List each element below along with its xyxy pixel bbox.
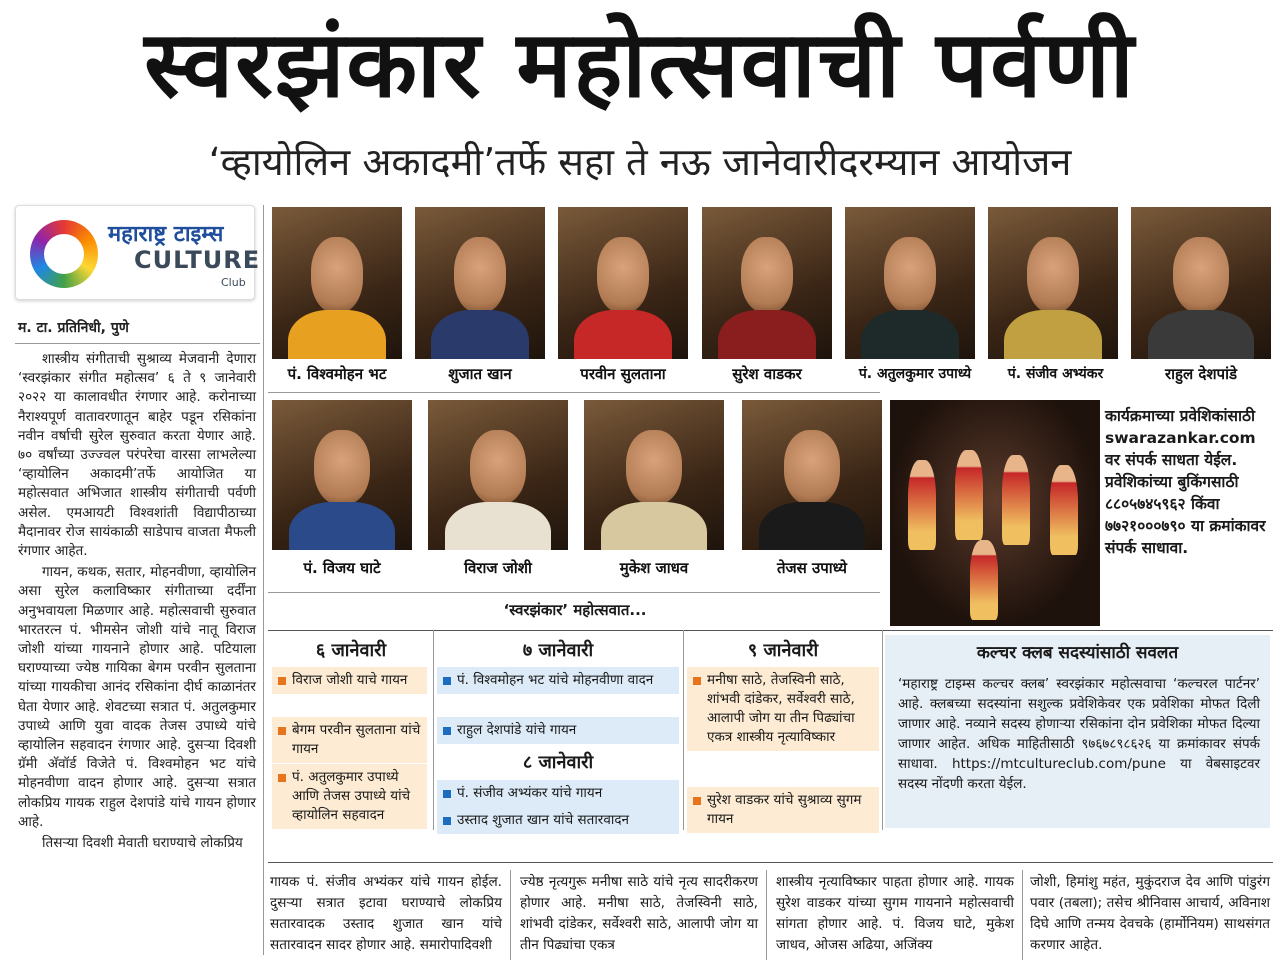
ticket-info: कार्यक्रमाच्या प्रवेशिकांसाठी swarazankar.com वर संपर्क साधता येईल. प्रवेशिकांच्या बुकिंगसाठी ८८०५७४५९६२ किंवा ७७२१०००७९० या क्रमांकावर संपर्क साधावा. [1105, 407, 1266, 557]
schedule-item: सुरेश वाडकर यांचे सुश्राव्य सुगम गायन [687, 787, 879, 833]
paragraph: तिसऱ्या दिवशी मेवाती घराण्याचे लोकप्रिय [42, 835, 243, 852]
schedule-item: उस्ताद शुजात खान यांचे सतारवादन [437, 807, 679, 834]
schedule-item: पं. अतुलकुमार उपाध्ये आणि तेजस उपाध्ये यांचे व्हायोलिन सहवादन [272, 764, 427, 829]
artist-caption: पं. विजय घाटे [303, 559, 381, 577]
schedule-item: विराज जोशी याचे गायन [272, 667, 427, 694]
divider [268, 862, 1273, 863]
text-column: गायक पं. संजीव अभ्यंकर यांचे गायन होईल. दुसऱ्या सत्रात इटावा घराण्याचे लोकप्रिय सतारवादक उस्ताद शुजात खान यांचे सतारवादन सादर होणार आहे. समारोपादिवशी [270, 874, 502, 953]
column-rule [882, 630, 883, 830]
column-rule [1022, 870, 1023, 960]
artist-photo [415, 207, 545, 359]
artist-photo [845, 207, 975, 359]
column-rule [263, 205, 264, 955]
column-rule [510, 870, 511, 960]
artist-photo [272, 400, 412, 550]
dance-photo [890, 400, 1100, 626]
schedule-item: राहुल देशपांडे यांचे गायन [437, 717, 679, 744]
schedule-item: बेगम परवीन सुलताना यांचे गायन [272, 717, 427, 763]
artist-caption: पं. विश्वमोहन भट [287, 365, 387, 383]
culture-club-text: ‘महाराष्ट्र टाइम्स कल्चर क्लब’ स्वरझंकार महोत्सवाचा ‘कल्चरल पार्टनर’ आहे. क्लबच्या सदस्यांना सशुल्क प्रवेशिकेवर एक प्रवेशिका मोफत दिली जाणार आहे. नव्याने सदस्य होणाऱ्या रसिकांना दोन प्रवेशिका मोफत दिल्या जाणार आहेत. अधिक माहितीसाठी ९७६७८९८६२६ या क्रमांकावर संपर्क साधावा. https://mtcultureclub.com/pune या वेबसाइटवर सदस्य नोंदणी करता येईल. [898, 676, 1260, 792]
left-column [18, 350, 256, 855]
logo-club: Club [221, 276, 246, 289]
schedule-item: पं. संजीव अभ्यंकर यांचे गायन [437, 780, 679, 807]
text-column: शास्त्रीय नृत्याविष्कार पाहता होणार आहे. गायक सुरेश वाडकर यांच्या सुगम गायनाने महोत्सवाची सांगता होणार आहे. पं. विजय घाटे, मुकेश जाधव, ओजस अढिया, अजिंक्य [776, 874, 1014, 953]
subheadline: ‘व्हायोलिन अकादमी’तर्फे सहा ते नऊ जानेवारीदरम्यान आयोजन [208, 140, 1072, 184]
day-9-heading: ९ जानेवारी [747, 640, 819, 661]
day-7-heading: ७ जानेवारी [522, 640, 594, 661]
artist-photo [1131, 207, 1271, 359]
divider [268, 630, 1273, 631]
byline: म. टा. प्रतिनिधी, पुणे [18, 320, 129, 336]
paragraph: शास्त्रीय संगीताची सुश्राव्य मेजवानी देणारा ‘स्वरझंकार संगीत महोत्सव’ ६ ते ९ जानेवारी २०२२ या कालावधीत रंगणार आहे. करोनाच्या नैराश्यपूर्ण वातावरणातून बाहेर पडून रसिकांना नवीन वर्षाची सुरेल सुरुवात करता येणार आहे. ७० वर्षांच्या उज्ज्वल परंपरेचा वारसा लाभलेल्या ‘व्हायोलिन अकादमी’तर्फे आयोजित या महोत्सवात अभिजात शास्त्रीय संगीताची पर्वणी असेल. एमआयटी विश्वशांती विद्यापीठाच्या मैदानावर रोज सायंकाळी साडेपाच वाजता मैफली रंगणार आहेत. [18, 351, 256, 560]
artist-caption: परवीन सुलताना [580, 365, 666, 383]
artist-photo [584, 400, 724, 550]
artist-caption: सुरेश वाडकर [732, 365, 802, 383]
artist-caption: तेजस उपाध्ये [776, 559, 847, 577]
artist-caption: राहुल देशपांडे [1165, 365, 1237, 383]
day-8-heading: ८ जानेवारी [522, 752, 594, 773]
schedule-item: पं. विश्वमोहन भट यांचे मोहनवीणा वादन [437, 667, 679, 694]
paragraph: गायन, कथक, सतार, मोहनवीणा, व्हायोलिन असा सुरेल कलाविष्कार संगीताच्या दर्दींना अनुभवायला मिळणार आहे. महोत्सवाची सुरुवात भारतरत्न पं. भीमसेन जोशी यांचे नातू विराज जोशी यांच्या गायनाने होणार आहे. पटियाला घराण्याच्या ज्येष्ठ गायिका बेगम परवीन सुलताना यांच्या गायकीचा आनंद रसिकांना दीर्घ काळानंतर घेता येणार आहे. शेवटच्या सत्रात पं. अतुलकुमार उपाध्ये आणि युवा वादक तेजस उपाध्ये यांचे व्हायोलिन सहवादन रंगणार आहे. दुसऱ्या दिवशी ग्रॅमी अ‍ॅवॉर्ड विजेते पं. विश्वमोहन भट यांचे मोहनवीणा वादन होणार आहे. दुसऱ्या सत्रात लोकप्रिय गायक राहुल देशपांडे यांचे गायन होणार आहे. [18, 564, 256, 830]
divider [268, 592, 880, 593]
artist-photo [558, 207, 688, 359]
artist-photo [428, 400, 568, 550]
artist-caption: विराज जोशी [464, 559, 532, 577]
divider [268, 392, 880, 393]
schedule-item: मनीषा साठे, तेजस्विनी साठे, शांभवी दांडेकर, सर्वेश्वरी साठे, आलापी जोग या तीन पिढ्यांचा एकत्र शास्त्रीय नृत्याविष्कार [687, 667, 879, 751]
artist-caption: मुकेश जाधव [619, 559, 689, 577]
headline: स्वरझंकार महोत्सवाची पर्वणी [144, 11, 1136, 118]
artist-caption: पं. अतुलकुमार उपाध्ये [858, 366, 972, 382]
divider [15, 343, 260, 344]
culture-club-logo [15, 205, 261, 300]
artist-photo [272, 207, 402, 359]
column-rule [766, 870, 767, 960]
festival-title: ‘स्वरझंकार’ महोत्सवात... [503, 601, 647, 619]
artist-photo [702, 207, 832, 359]
culture-club-heading: कल्चर क्लब सदस्यांसाठी सवलत [976, 643, 1179, 663]
logo-ring-icon [30, 220, 98, 288]
artist-photo [988, 207, 1118, 359]
day-6-heading: ६ जानेवारी [315, 640, 387, 661]
logo-brand: महाराष्ट्र टाइम्स [108, 222, 224, 247]
artist-photo [742, 400, 882, 550]
text-column: ज्येष्ठ नृत्यगुरू मनीषा साठे यांचे नृत्य सादरीकरण होणार आहे. मनीषा साठे, तेजस्विनी साठे, शांभवी दांडेकर, सर्वेश्वरी साठे, आलापी जोग या तीन पिढ्यांचा एकत्र [520, 874, 758, 953]
artist-caption: शुजात खान [448, 365, 512, 383]
text-column: जोशी, हिमांशु महंत, मुकुंदराज देव आणि पांडुरंग पवार (तबला); तसेच श्रीनिवास आचार्य, अविनाश दिघे आणि तन्मय देवचके (हार्मोनियम) साथसंगत करणार आहेत. [1030, 874, 1270, 953]
logo-culture: CULTURE [134, 246, 261, 274]
artist-caption: पं. संजीव अभ्यंकर [1007, 366, 1104, 382]
